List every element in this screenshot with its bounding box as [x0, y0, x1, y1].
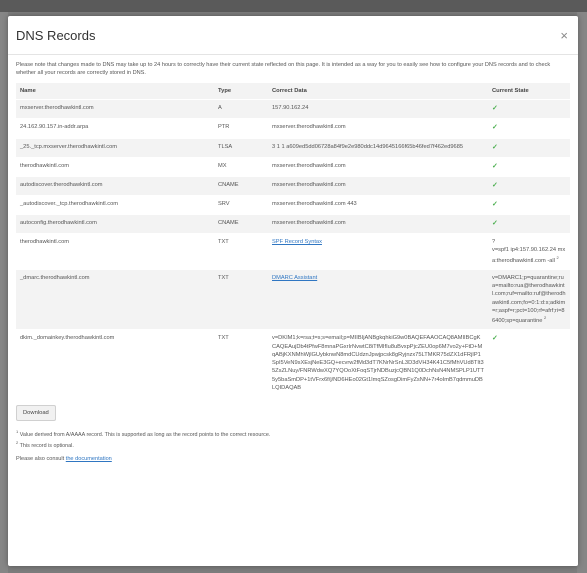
dialog-header [8, 16, 578, 55]
check-icon: ✓ [492, 105, 498, 113]
record-name: _autodiscover._tcp.therodhawkintl.com [16, 195, 214, 214]
record-data: mxserver.therodhawkintl.com [268, 119, 488, 138]
current-state-value: v=DMARC1;p=quarantine;rua=mailto:rua@therodhawkintl.com;ruf=mailto:ruf@therodhawkintl.com;fo=0:1:d:s;adkim=r;aspf=r;pct=100;rf=afrf;ri=86400;sp=quarantine [492, 274, 566, 325]
documentation-note [16, 456, 570, 462]
record-data: 3 1 1 a609ed5dd06728a84f9e2e980ddc14d9645166f65b46fed7f462ed9685 [268, 138, 488, 157]
table-row [16, 234, 570, 270]
record-type: PTR [214, 119, 268, 138]
table-row [16, 176, 570, 195]
record-type: CNAME [214, 176, 268, 195]
background-toolbar [0, 0, 587, 12]
check-icon: ✓ [492, 181, 498, 189]
table-row [16, 195, 570, 214]
footnote-text: This record is optional. [19, 442, 74, 449]
record-name: 24.162.90.157.in-addr.arpa [16, 119, 214, 138]
background-page-left [0, 12, 8, 573]
footnote-marker: 2 [544, 315, 547, 321]
current-state-value: v=spf1 ip4:157.90.162.24 mx a:therodhawkintl.com -all [492, 247, 566, 264]
footnote-text: Value derived from A/AAAA record. This is supported as long as the record points to the correct resource. [19, 432, 271, 439]
table-row [16, 157, 570, 176]
record-name: autoconfig.therodhawkintl.com [16, 215, 214, 234]
record-type: TXT [214, 269, 268, 329]
footnote-marker: 2 [16, 439, 19, 445]
table-row [16, 119, 570, 138]
record-type: MX [214, 157, 268, 176]
propagation-note: Please note that changes made to DNS may take up to 24 hours to correctly have their current state reflected on this page. It is intended as a way for you to easily see how to configure your DNS records and to check whether all your records are correctly stored in DNS. [16, 62, 551, 77]
check-icon: ✓ [492, 162, 498, 170]
record-data: mxserver.therodhawkintl.com [268, 157, 488, 176]
close-icon[interactable]: × [560, 27, 568, 43]
question-icon: ? [492, 239, 496, 246]
record-name: _dmarc.therodhawkintl.com [16, 269, 214, 329]
record-data: mxserver.therodhawkintl.com 443 [268, 195, 488, 214]
record-name: _25._tcp.mxserver.therodhawkintl.com [16, 138, 214, 157]
footnote-2 [16, 440, 570, 450]
record-data: 157.90.162.24 [268, 100, 488, 119]
record-data: v=DKIM1;k=rsa;t=s;s=email;p=MIIBIjANBgkqhkiG9w0BAQEFAAOCAQ8AMIIBCgKCAQEAujDb4tPfwF8mnaPGxrIrNvwtC8iTfMIfIu8uBvxpPjcZEU0op6M7vo2y+FtD+MqABjKXNMhWjlGUybknwN8mdCUdznJpwjpcsk8gRyjnzx75LTMKR75dZX1dFRjIP1SpI5VeN9sXEsjNeE3GQ+ecvrw2fMd3dT7KNrNrSnL3D3dVH34K41C5fMhVUd8TIt35ZsZLNuy/FNRWdwXQ7YQOoXtFoqSTjrNDBuzjcQBN1Q0DchNsN4NMSPLP1UTT5y5baSmDP+1tVFrx6f/j/ND6HEo02Gt1ImqSZosgDimFyZsNN+7r4oImB7qdmmuDBLQIDAQAB [268, 330, 488, 396]
table-row [16, 138, 570, 157]
record-name: mxserver.therodhawkintl.com [16, 100, 214, 119]
record-name: therodhawkintl.com [16, 234, 214, 270]
dns-records-table [16, 83, 570, 396]
footnote-1 [16, 429, 570, 439]
record-data: mxserver.therodhawkintl.com [268, 176, 488, 195]
record-name: therodhawkintl.com [16, 157, 214, 176]
check-icon: ✓ [492, 143, 498, 151]
documentation-link[interactable]: the documentation [65, 456, 112, 463]
dialog-body [8, 55, 578, 462]
download-button[interactable]: Download [16, 405, 56, 421]
record-type: TXT [214, 330, 268, 396]
table-row [16, 330, 570, 396]
check-icon: ✓ [492, 220, 498, 228]
table-header-row [16, 83, 570, 100]
table-row [16, 100, 570, 119]
header-name: Name [16, 83, 214, 100]
header-correct-data: Correct Data [268, 83, 488, 100]
record-type: A [214, 100, 268, 119]
record-type: TXT [214, 234, 268, 270]
record-type: TLSA [214, 138, 268, 157]
check-icon: ✓ [492, 335, 498, 343]
dmarc-assistant-link[interactable]: DMARC Assistant [272, 274, 318, 281]
check-icon: ✓ [492, 124, 498, 132]
record-type: CNAME [214, 215, 268, 234]
record-type: SRV [214, 195, 268, 214]
table-row [16, 269, 570, 329]
footnote-marker: 1 [16, 429, 19, 435]
record-name: autodiscover.therodhawkintl.com [16, 176, 214, 195]
record-data: mxserver.therodhawkintl.com [268, 215, 488, 234]
consult-prefix: Please also consult [16, 456, 65, 463]
footnote-marker: 2 [556, 254, 559, 260]
dns-records-dialog [8, 16, 578, 566]
check-icon: ✓ [492, 200, 498, 208]
record-name: dkim._domainkey.therodhawkintl.com [16, 330, 214, 396]
dialog-title: DNS Records [16, 27, 96, 43]
table-row [16, 215, 570, 234]
spf-record-syntax-link[interactable]: SPF Record Syntax [272, 239, 322, 246]
background-page-right [577, 12, 587, 573]
header-type: Type [214, 83, 268, 100]
header-current-state: Current State [488, 83, 570, 100]
